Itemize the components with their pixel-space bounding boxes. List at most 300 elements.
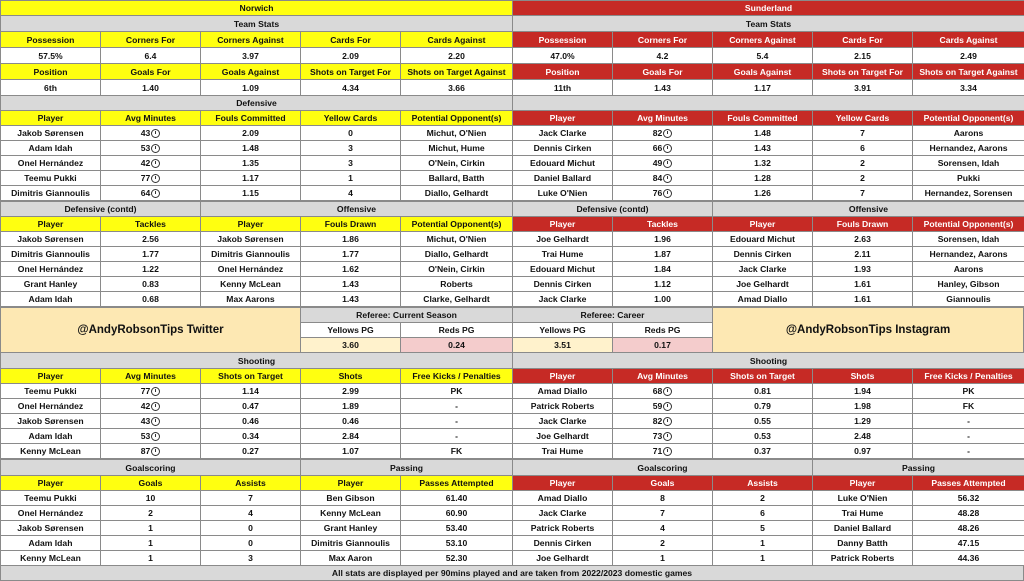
table-cell: Aarons <box>912 125 1024 141</box>
table-cell: 0 <box>200 520 301 536</box>
stopwatch-icon <box>663 432 672 441</box>
table-cell: 1.22 <box>100 261 201 277</box>
table-cell: 44.36 <box>912 550 1024 566</box>
table-cell: Hernandez, Aarons <box>912 246 1024 262</box>
column-header: Shots on Target <box>712 368 813 384</box>
minutes-value: 82 <box>652 416 663 426</box>
table-cell: 1.61 <box>812 276 913 292</box>
player-name: Grant Hanley <box>0 276 101 292</box>
table-cell: 1.00 <box>612 291 713 307</box>
table-cell: 1.26 <box>712 185 813 201</box>
stat-value: 1.43 <box>612 79 713 96</box>
player-name: Jack Clarke <box>512 413 613 429</box>
stat-label: Shots on Target Against <box>912 63 1024 80</box>
stat-value: 47.0% <box>512 47 613 64</box>
minutes-value: 43 <box>140 128 151 138</box>
table-cell: 48.28 <box>912 505 1024 521</box>
column-header: Fouls Drawn <box>812 216 913 232</box>
column-header: Free Kicks / Penalties <box>912 368 1024 384</box>
table-cell: 1.89 <box>300 398 401 414</box>
table-cell: 1 <box>100 520 201 536</box>
referee-label: Reds PG <box>612 322 713 338</box>
referee-value: 3.60 <box>300 337 401 353</box>
stat-value: 4.2 <box>612 47 713 64</box>
player-name: Daniel Ballard <box>812 520 913 536</box>
table-cell: 0.37 <box>712 443 813 459</box>
stat-label: Shots on Target Against <box>400 63 513 80</box>
column-header: Player <box>200 216 301 232</box>
stopwatch-icon <box>663 387 672 396</box>
column-header: Passes Attempted <box>912 475 1024 491</box>
player-name: Patrick Roberts <box>812 550 913 566</box>
table-cell <box>100 413 201 429</box>
stopwatch-icon <box>151 417 160 426</box>
column-header: Player <box>512 368 613 384</box>
table-cell: 2 <box>100 505 201 521</box>
table-cell: 0 <box>200 535 301 551</box>
table-cell <box>612 428 713 444</box>
stat-value: 2.09 <box>300 47 401 64</box>
player-name: Amad Diallo <box>512 383 613 399</box>
table-cell: Diallo, Gelhardt <box>400 185 513 201</box>
column-header: Yellow Cards <box>300 110 401 126</box>
table-cell: 8 <box>612 490 713 506</box>
table-cell <box>612 170 713 186</box>
player-name: Max Aarons <box>200 291 301 307</box>
table-cell: Hernandez, Aarons <box>912 140 1024 156</box>
player-name: Kenny McLean <box>0 550 101 566</box>
table-cell: 2.56 <box>100 231 201 247</box>
table-cell: Michut, O'Nien <box>400 125 513 141</box>
stopwatch-icon <box>151 387 160 396</box>
referee-value: 3.51 <box>512 337 613 353</box>
minutes-value: 64 <box>140 188 151 198</box>
team-header: Norwich <box>0 0 513 16</box>
table-cell <box>100 428 201 444</box>
stat-label: Corners For <box>612 31 713 48</box>
player-name: Jack Clarke <box>512 505 613 521</box>
minutes-value: 71 <box>652 446 663 456</box>
table-cell: Giannoulis <box>912 291 1024 307</box>
column-header: Potential Opponent(s) <box>912 110 1024 126</box>
stat-label: Possession <box>0 31 101 48</box>
stat-label: Goals Against <box>200 63 301 80</box>
column-header: Passes Attempted <box>400 475 513 491</box>
stat-label: Shots on Target For <box>300 63 401 80</box>
player-name: Onel Hernández <box>200 261 301 277</box>
table-cell: 0.47 <box>200 398 301 414</box>
table-cell: FK <box>912 398 1024 414</box>
table-cell: 2.63 <box>812 231 913 247</box>
stat-label: Goals For <box>612 63 713 80</box>
column-header: Potential Opponent(s) <box>400 110 513 126</box>
table-cell <box>612 125 713 141</box>
table-cell: 0.79 <box>712 398 813 414</box>
player-name: Dimitris Giannoulis <box>200 246 301 262</box>
player-name: Amad Diallo <box>512 490 613 506</box>
column-header: Shots on Target <box>200 368 301 384</box>
section-title: Passing <box>812 459 1024 476</box>
table-cell: 1.17 <box>200 170 301 186</box>
table-cell: 0.27 <box>200 443 301 459</box>
table-cell <box>100 185 201 201</box>
stat-label: Corners For <box>100 31 201 48</box>
table-cell: 1.14 <box>200 383 301 399</box>
table-cell: Hanley, Gibson <box>912 276 1024 292</box>
section-title: Shooting <box>512 352 1024 369</box>
table-cell: - <box>912 443 1024 459</box>
table-cell: 1.43 <box>712 140 813 156</box>
minutes-value: 53 <box>140 143 151 153</box>
stat-value: 6.4 <box>100 47 201 64</box>
table-cell: 1.84 <box>612 261 713 277</box>
table-cell: 1.07 <box>300 443 401 459</box>
stat-value: 2.20 <box>400 47 513 64</box>
table-cell: 0.34 <box>200 428 301 444</box>
table-cell: 1.86 <box>300 231 401 247</box>
table-cell: Sorensen, Idah <box>912 231 1024 247</box>
minutes-value: 84 <box>652 173 663 183</box>
section-title: Team Stats <box>512 15 1024 32</box>
stopwatch-icon <box>151 144 160 153</box>
table-cell: 1.61 <box>812 291 913 307</box>
stopwatch-icon <box>663 447 672 456</box>
player-name: Luke O'Nien <box>512 185 613 201</box>
table-cell: Diallo, Gelhardt <box>400 246 513 262</box>
minutes-value: 59 <box>652 401 663 411</box>
referee-label: Reds PG <box>400 322 513 338</box>
player-name: Onel Hernández <box>0 155 101 171</box>
table-cell: 0.83 <box>100 276 201 292</box>
player-name: Kenny McLean <box>200 276 301 292</box>
player-name: Onel Hernández <box>0 261 101 277</box>
table-cell: 1.43 <box>300 291 401 307</box>
column-header: Avg Minutes <box>100 110 201 126</box>
table-cell: 2.99 <box>300 383 401 399</box>
player-name: Teemu Pukki <box>0 383 101 399</box>
column-header: Yellow Cards <box>812 110 913 126</box>
table-cell: 1 <box>612 550 713 566</box>
player-name: Jakob Sørensen <box>0 125 101 141</box>
table-cell: - <box>400 428 513 444</box>
minutes-value: 82 <box>652 128 663 138</box>
twitter-promo: @AndyRobsonTips Twitter <box>0 307 301 353</box>
table-cell <box>100 383 201 399</box>
stat-label: Corners Against <box>712 31 813 48</box>
table-cell <box>100 170 201 186</box>
player-name: Max Aaron <box>300 550 401 566</box>
table-cell <box>612 155 713 171</box>
table-cell: 2.09 <box>200 125 301 141</box>
table-cell: 0.97 <box>812 443 913 459</box>
table-cell: Clarke, Gelhardt <box>400 291 513 307</box>
table-cell: Pukki <box>912 170 1024 186</box>
referee-title: Referee: Current Season <box>300 307 513 323</box>
minutes-value: 87 <box>140 446 151 456</box>
table-cell <box>100 140 201 156</box>
column-header: Player <box>0 216 101 232</box>
section-title-blank <box>512 95 1024 111</box>
column-header: Player <box>512 216 613 232</box>
stat-label: Cards Against <box>912 31 1024 48</box>
column-header: Avg Minutes <box>100 368 201 384</box>
player-name: Joe Gelhardt <box>512 231 613 247</box>
section-title: Team Stats <box>0 15 513 32</box>
table-cell <box>612 398 713 414</box>
stopwatch-icon <box>663 144 672 153</box>
stat-label: Shots on Target For <box>812 63 913 80</box>
table-cell: 1.62 <box>300 261 401 277</box>
column-header: Player <box>0 368 101 384</box>
column-header: Player <box>512 475 613 491</box>
player-name: Daniel Ballard <box>512 170 613 186</box>
table-cell: Roberts <box>400 276 513 292</box>
referee-value: 0.24 <box>400 337 513 353</box>
stat-label: Cards For <box>812 31 913 48</box>
table-cell: 1.29 <box>812 413 913 429</box>
player-name: Ben Gibson <box>300 490 401 506</box>
player-name: Onel Hernández <box>0 505 101 521</box>
table-cell <box>100 155 201 171</box>
column-header: Tackles <box>100 216 201 232</box>
table-cell: 0.46 <box>300 413 401 429</box>
column-header: Fouls Committed <box>200 110 301 126</box>
column-header: Goals <box>612 475 713 491</box>
stat-value: 3.34 <box>912 79 1024 96</box>
table-cell: 2.84 <box>300 428 401 444</box>
table-cell: 1.28 <box>712 170 813 186</box>
player-name: Trai Hume <box>512 443 613 459</box>
stopwatch-icon <box>663 174 672 183</box>
table-cell: 47.15 <box>912 535 1024 551</box>
player-name: Kenny McLean <box>300 505 401 521</box>
stat-label: Corners Against <box>200 31 301 48</box>
table-cell: 1.87 <box>612 246 713 262</box>
minutes-value: 53 <box>140 431 151 441</box>
player-name: Trai Hume <box>512 246 613 262</box>
table-cell: 1.12 <box>612 276 713 292</box>
minutes-value: 77 <box>140 386 151 396</box>
stat-value: 11th <box>512 79 613 96</box>
minutes-value: 49 <box>652 158 663 168</box>
stopwatch-icon <box>151 447 160 456</box>
stat-label: Position <box>0 63 101 80</box>
player-name: Dimitris Giannoulis <box>0 185 101 201</box>
stat-value: 1.17 <box>712 79 813 96</box>
table-cell: 1 <box>100 535 201 551</box>
footer-note: All stats are displayed per 90mins played and are taken from 2022/2023 domestic games <box>0 565 1024 581</box>
stat-value: 1.09 <box>200 79 301 96</box>
table-cell <box>612 383 713 399</box>
instagram-promo: @AndyRobsonTips Instagram <box>712 307 1024 353</box>
player-name: Dimitris Giannoulis <box>0 246 101 262</box>
table-cell: Aarons <box>912 261 1024 277</box>
minutes-value: 68 <box>652 386 663 396</box>
stopwatch-icon <box>663 159 672 168</box>
table-cell: 7 <box>200 490 301 506</box>
stat-value: 4.34 <box>300 79 401 96</box>
table-cell: 6 <box>812 140 913 156</box>
player-name: Dennis Cirken <box>712 246 813 262</box>
column-header: Player <box>812 475 913 491</box>
table-cell: Hernandez, Sorensen <box>912 185 1024 201</box>
stat-value: 6th <box>0 79 101 96</box>
stopwatch-icon <box>151 174 160 183</box>
table-cell <box>100 125 201 141</box>
player-name: Patrick Roberts <box>512 520 613 536</box>
stat-label: Possession <box>512 31 613 48</box>
table-cell: 1.48 <box>712 125 813 141</box>
table-cell: O'Nein, Cirkin <box>400 155 513 171</box>
section-title: Goalscoring <box>512 459 813 476</box>
stopwatch-icon <box>151 159 160 168</box>
player-name: Edouard Michut <box>512 261 613 277</box>
player-name: Adam Idah <box>0 291 101 307</box>
table-cell: - <box>912 413 1024 429</box>
table-cell: 1 <box>300 170 401 186</box>
table-cell: Michut, O'Nien <box>400 231 513 247</box>
player-name: Jakob Sørensen <box>0 520 101 536</box>
player-name: Joe Gelhardt <box>512 428 613 444</box>
table-cell: 0.81 <box>712 383 813 399</box>
column-header: Player <box>0 110 101 126</box>
section-title: Defensive <box>0 95 513 111</box>
table-cell: PK <box>912 383 1024 399</box>
player-name: Dennis Cirken <box>512 276 613 292</box>
player-name: Jakob Sørensen <box>0 231 101 247</box>
player-name: Jakob Sørensen <box>0 413 101 429</box>
table-cell: 2 <box>812 170 913 186</box>
table-cell: 0 <box>300 125 401 141</box>
player-name: Dennis Cirken <box>512 535 613 551</box>
column-header: Potential Opponent(s) <box>400 216 513 232</box>
table-cell: - <box>912 428 1024 444</box>
column-header: Shots <box>300 368 401 384</box>
stat-value: 5.4 <box>712 47 813 64</box>
minutes-value: 42 <box>140 158 151 168</box>
table-cell: 4 <box>200 505 301 521</box>
table-cell: 1 <box>100 550 201 566</box>
column-header: Player <box>712 216 813 232</box>
column-header: Fouls Committed <box>712 110 813 126</box>
stat-value: 1.40 <box>100 79 201 96</box>
table-cell: 7 <box>612 505 713 521</box>
column-header: Assists <box>200 475 301 491</box>
table-cell: 2.11 <box>812 246 913 262</box>
column-header: Free Kicks / Penalties <box>400 368 513 384</box>
table-cell: FK <box>400 443 513 459</box>
stat-value: 3.66 <box>400 79 513 96</box>
table-cell: 1 <box>712 550 813 566</box>
column-header: Goals <box>100 475 201 491</box>
referee-label: Yellows PG <box>512 322 613 338</box>
table-cell: 10 <box>100 490 201 506</box>
referee-title: Referee: Career <box>512 307 713 323</box>
table-cell: 5 <box>712 520 813 536</box>
table-cell <box>100 398 201 414</box>
stopwatch-icon <box>151 432 160 441</box>
table-cell: 0.46 <box>200 413 301 429</box>
stopwatch-icon <box>663 402 672 411</box>
player-name: Edouard Michut <box>512 155 613 171</box>
player-name: Trai Hume <box>812 505 913 521</box>
referee-label: Yellows PG <box>300 322 401 338</box>
player-name: Jakob Sørensen <box>200 231 301 247</box>
minutes-value: 77 <box>140 173 151 183</box>
table-cell <box>612 413 713 429</box>
player-name: Jack Clarke <box>712 261 813 277</box>
player-name: Dimitris Giannoulis <box>300 535 401 551</box>
table-cell: 3 <box>300 140 401 156</box>
table-cell: Michut, Hume <box>400 140 513 156</box>
player-name: Dennis Cirken <box>512 140 613 156</box>
table-cell: 1.32 <box>712 155 813 171</box>
table-cell <box>100 443 201 459</box>
table-cell <box>612 443 713 459</box>
stat-value: 2.49 <box>912 47 1024 64</box>
player-name: Onel Hernández <box>0 398 101 414</box>
table-cell: 0.55 <box>712 413 813 429</box>
table-cell <box>612 140 713 156</box>
column-header: Avg Minutes <box>612 368 713 384</box>
table-cell: 1.96 <box>612 231 713 247</box>
section-title: Defensive (contd) <box>0 201 201 217</box>
table-cell: - <box>400 413 513 429</box>
table-cell: 1.77 <box>100 246 201 262</box>
table-cell: 1 <box>712 535 813 551</box>
table-cell: 6 <box>712 505 813 521</box>
stat-label: Cards For <box>300 31 401 48</box>
table-cell: 2.48 <box>812 428 913 444</box>
section-title: Goalscoring <box>0 459 301 476</box>
table-cell: 1.77 <box>300 246 401 262</box>
table-cell: 1.93 <box>812 261 913 277</box>
table-cell: Sorensen, Idah <box>912 155 1024 171</box>
column-header: Player <box>0 475 101 491</box>
table-cell: 4 <box>612 520 713 536</box>
table-cell: 7 <box>812 125 913 141</box>
table-cell: 48.26 <box>912 520 1024 536</box>
column-header: Tackles <box>612 216 713 232</box>
section-title: Passing <box>300 459 513 476</box>
table-cell: 1.94 <box>812 383 913 399</box>
table-cell: Ballard, Batth <box>400 170 513 186</box>
section-title: Offensive <box>200 201 513 217</box>
player-name: Adam Idah <box>0 428 101 444</box>
column-header: Player <box>300 475 401 491</box>
minutes-value: 43 <box>140 416 151 426</box>
table-cell: 60.90 <box>400 505 513 521</box>
stat-label: Position <box>512 63 613 80</box>
minutes-value: 66 <box>652 143 663 153</box>
table-cell: 52.30 <box>400 550 513 566</box>
table-cell: 53.40 <box>400 520 513 536</box>
minutes-value: 76 <box>652 188 663 198</box>
column-header: Avg Minutes <box>612 110 713 126</box>
player-name: Grant Hanley <box>300 520 401 536</box>
table-cell: 2 <box>812 155 913 171</box>
column-header: Fouls Drawn <box>300 216 401 232</box>
column-header: Shots <box>812 368 913 384</box>
stopwatch-icon <box>151 189 160 198</box>
stopwatch-icon <box>663 417 672 426</box>
table-cell: 4 <box>300 185 401 201</box>
player-name: Jack Clarke <box>512 291 613 307</box>
stopwatch-icon <box>663 189 672 198</box>
minutes-value: 42 <box>140 401 151 411</box>
player-name: Joe Gelhardt <box>512 550 613 566</box>
table-cell: 0.68 <box>100 291 201 307</box>
